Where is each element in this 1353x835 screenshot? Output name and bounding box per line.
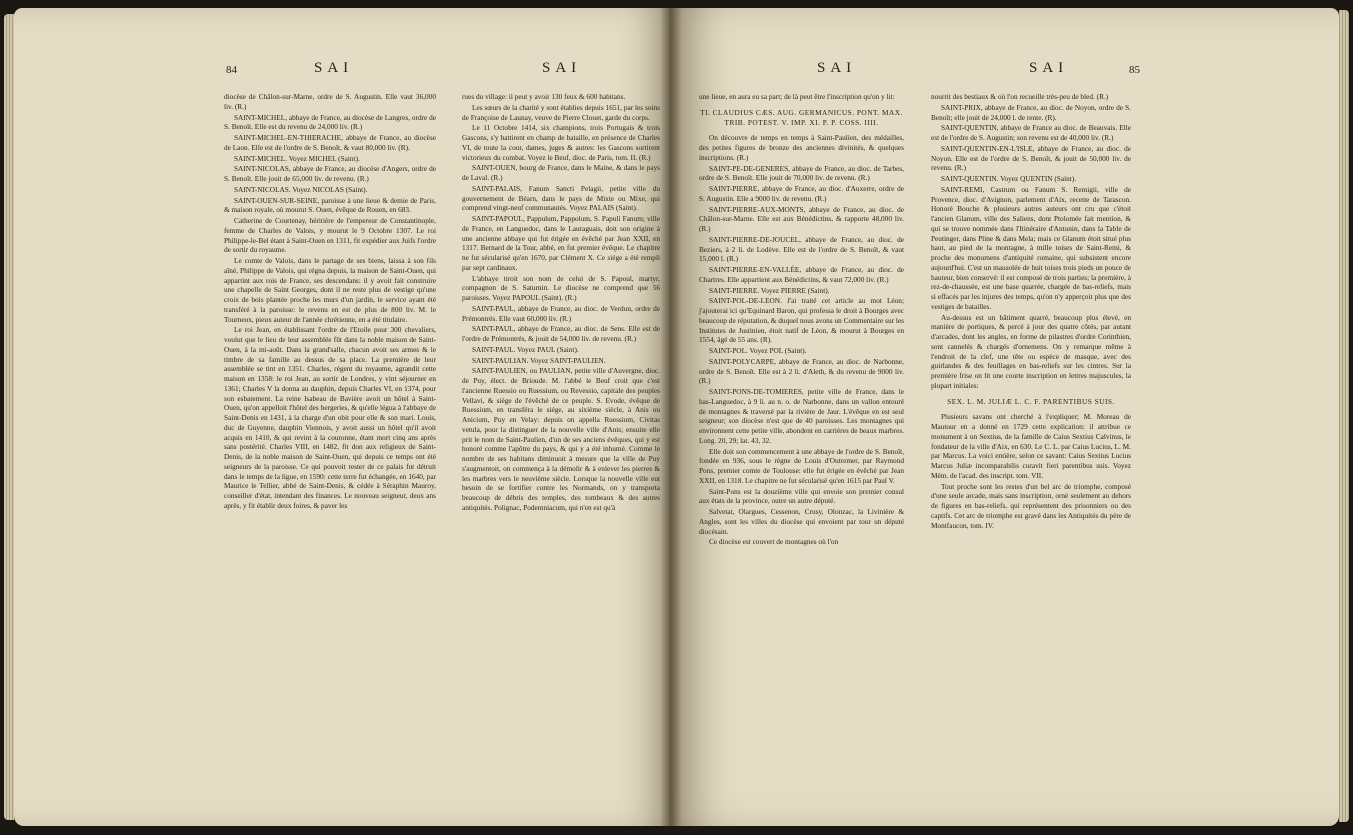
entry-paragraph: SAINT-PIERRE-AUX-MONTS, abbaye de France, au dioc. de Châlon-sur-Marne. Elle est aux Bénédictins, & rapporte 48,000 liv. (R.) (699, 204, 904, 233)
entry-paragraph: SAINT-PAULIAN. Voyez SAINT-PAULIEN. (472, 355, 606, 365)
entry-paragraph: SAINT-NICOLAS. Voyez NICOLAS (Saint). (234, 184, 368, 194)
right-page (669, 8, 1339, 826)
entry-paragraph: SAINT-OUEN, bourg de France, dans le Maine, & dans le pays de Laval. (R.) (462, 163, 660, 182)
paragraph: Au-dessus est un bâtiment quarré, beaucoup plus élevé, en manière de portiques, & percé à jour des quatre côtés, par autant d'arcades, dont les angles, en forme de pilastres d'ordre Corinthien, sont cannelés & chargés d'ornemens. On y remarque même à l'endroit de la clef, une tête ou espèce de masque, avec des guirlandes & des feuillages en bas-reliefs sur les cintres. Sur la première frise on lit une courte inscription en lettres majuscules, la plupart initiales: (931, 312, 1131, 390)
entry-paragraph: SAINT-PE-DE-GENERES, abbaye de France, au dioc. de Tarbes, ordre de S. Benoît. Elle jouit de 70,000 liv. de revenu. (R.) (699, 163, 904, 183)
paragraph: On découvre de temps en temps à Saint-Paulien, des médailles, des petites figures de bronze des anciennes divinités, & quelques inscriptions. (R.) (699, 133, 904, 162)
entry-paragraph: SAINT-PIERRE. Voyez PIERRE (Saint). (709, 285, 830, 295)
entry-paragraph: SAINT-PRIX, abbaye de France, au dioc. de Noyon, ordre de S. Benoît; elle jouit de 24,000 l. de rente. (R). (931, 102, 1131, 122)
inscription: SEX. L. M. JULIÆ L. C. F. PARENTIBUS SUIS. (947, 396, 1115, 406)
entry-paragraph: SAINT-PIERRE-DE-JOUCEL, abbaye de France, au dioc. de Beziers, à 2 li. de Lodève. Elle est de l'ordre de S. Benoît, & vaut 15,000 l. (R.) (699, 234, 904, 264)
book-gutter (660, 8, 682, 826)
paragraph: Le comte de Valois, dans le partage de ses biens, laissa à son fils aîné, Philippe de Valois, qui régna depuis, la maison de Saint-Ouen, qui appartint aux rois de France, ses descendans: il y avoit fait construire une chapelle de Saint Georges, dont il ne reste plus de vestige qu'une croix de bois plantée proche les murs d'un jardin, le service ayant été transféré à la paroisse: le revenu en est de plus de 800 liv. M. le Tourneux, pieux auteur de l'année chrétienne, en a été titulaire. (224, 256, 436, 324)
entry-paragraph: SAINT-POL. Voyez POL (Saint). (709, 346, 807, 355)
entry-paragraph: SAINT-QUENTIN, abbaye de France au dioc. de Beauvais. Elle est de l'ordre de S. Augustin; son revenu est de 40,000 liv. (R.) (931, 123, 1131, 142)
paragraph: Ce diocèse est couvert de montagnes où l'on (709, 537, 839, 547)
paragraph: Catherine de Courtenay, héritière de l'empereur de Constantinople, femme de Charles de Valois, y mourut le 9 Octobre 1307. Le roi Philippe-le-Bel étant à Saint-Ouen en 1311, fit expédier aux Juifs l'ordre de sortir du royaume. (224, 216, 436, 255)
paragraph: Elle doit son commencement à une abbaye de l'ordre de S. Benoît, fondée en 936, sous le règne de Louis d'Outremer, par Raymond Pons, premier comte de Toulouse: elle fut érigée en évêché par Jean XXII, en 1318. Le chapitre ne fut sécularisé qu'en 1615 par Paul V. (699, 446, 904, 485)
inscription: TI. CLAUDIUS CÆS. AUG. GERMANICUS. PONT. MAX. TRIB. POTEST. V. IMP. XI. P. P. COSS. IIII. (700, 107, 903, 127)
paragraph: rues du village: il peut y avoir 130 feux & 600 habitans. (462, 92, 626, 101)
entry-paragraph: SAINT-PIERRE-EN-VALLÉE, abbaye de France, au dioc. de Chartres. Elle appartient aux Bénédictins, & vaut 72,000 liv. (R.) (699, 265, 904, 284)
paragraph: L'abbaye tiroit son nom de celui de S. Papoul, martyr, compagnon de S. Saturnin. Le diocèse ne comprend que 56 paroisses. Voyez PAPOUL (Saint). (R.) (462, 273, 660, 302)
paragraph: Plusieurs savans ont cherché à l'expliquer; M. Moreau de Mautour en a donné en 1729 cette explication: il attribue ce monument à un Sextius, de la famille de Caius Sextius Calvinus, le fondateur de la ville d'Aix, en 630. Le C. L. par Caius Lucius, L. M. par Marcus. La voici entière, selon ce savant: Caius Sextius Lucius Marcus Juliæ incomparabilis curavit fieri parentibus suis. Voyez Mém. de l'acad. des inscript. tom. VII. (931, 412, 1131, 480)
entry-paragraph: SAINT-PAUL, abbaye de France, au dioc. de Sens. Elle est de l'ordre de Prémontrés, & jouit de 54,000 liv. de revenu. (R.) (462, 324, 660, 343)
text-column-1 (699, 92, 904, 548)
entry-paragraph: SAINT-QUENTIN-EN-L'ISLE, abbaye de France, au dioc. de Noyon. Elle est de l'ordre de S. Benoît, & jouit de 50,000 liv. de revenu. (R.) (931, 143, 1131, 173)
left-page (14, 8, 669, 826)
entry-paragraph: SAINT-PAPOUL, Pappulum, Pappolum, S. Papuli Fanum; ville de France, en Languedoc, dans le Lauraguais, doit son origine à une ancienne abbaye qui fut érigée en évêché par Jean XXII, en 1317. Bernard de la Tour, abbé, en fut premier évêque. Le chapitre ne fut sécularisé qu'en 1670, par Clément X. Ce siége a été rempli par sept cardinaux. (462, 214, 660, 272)
paragraph: nourrit des bestiaux & où l'on recueille très-peu de bled. (R.) (931, 92, 1109, 101)
entry-paragraph: SAINT-PAULIEN, ou PAULIAN, petite ville d'Auvergne, dioc. de Puy, élect. de Brioude. M. l'abbé le Beuf croit que c'est l'ancienne Ruessio ou Ruessium, ou Revessio, capitale des peuples Vellavi, & siége de l'évêché de ce peuple. S. Evode, évêque de Ruessium, en transféra le siége, au sixième siècle, à Anis ou Anicium, Puy en Velay: depuis on appella Ruessium, Civitas vetula, pour la distinguer de la nouvelle ville d'Anis; ensuite elle prit le nom de Saint-Paulien, d'un de ses anciens évêques, qui y est honoré comme l'apôtre du pays, & qui y a été inhumé. Comme le nombre de ses habitans diminuoit à mesure que la ville de Puy s'augmentoit, on commença à la démolir & à enlever les pierres & les marbres vers le neuvième siècle. Lorsque la nouvelle ville eut besoin de se fortifier contre les Normands, on y transporta beaucoup de débris des temples, des tombeaux & des autres antiquités. Polignac, Podemniacum, qui n'en est qu'à (462, 366, 660, 512)
paragraph: une lieue, en aura eu sa part; de là peut être l'inscription qu'on y lit: (699, 92, 895, 101)
running-head-col2: SAI (1029, 60, 1069, 76)
entry-paragraph: SAINT-REMI, Castrum ou Fanum S. Remigii, ville de Provence, dioc. d'Avignon, parlement d'Aix, recette de Tarascon. Honoré Bouche & plusieurs autres auteurs ont cru que c'étoit l'ancien Glanum, ville des Saliens, dont Ptolomée fait mention, & qui se trouve nommée dans l'Itinéraire d'Antonin, dans la Table de Peutinger, dans Pline & dans Mela; mais ce Glanum étoit situé plus haut, au pied de la montagne, à mille toises de Saint-Remi, & proche des monumens d'antiquité romaine, qui subsistent encore aujourd'hui. C'est un mausolée de huit toises trois pieds un pouce de hauteur, bien conservé: il est composé de trois parties; la première, à rez-de-chaussée, est une base quarrée, chargée de bas-reliefs, mais si effacés par les injures des temps, qu'on n'y apperçoit plus que des vestiges de batailles. (931, 184, 1131, 311)
entry-paragraph: SAINT-MICHEL. Voyez MICHEL (Saint). (234, 153, 360, 163)
text-column-1 (224, 92, 436, 512)
running-head-col2: SAI (542, 60, 582, 76)
entry-paragraph: SAINT-OUEN-SUR-SEINE, paroisse à une lieue & demie de Paris, & maison royale, où mourut S. Ouen, évêque de Rouen, en 683. (224, 195, 436, 215)
entry-paragraph: SAINT-POL-DE-LEON. J'ai traité cet article au mot Léon; j'ajouterai ici qu'Equinard Baron, qui professa le droit à Bourges avec beaucoup de réputation, & duquel nous avons un Commentaire sur les Institutes de Justinien, étoit natif de Léon, & mourut à Bourges en 1554, âgé de 55 ans. (R). (699, 296, 904, 345)
paragraph: Tout proche sont les restes d'un bel arc de triomphe, composé d'une seule arcade, mais sans inscription, orné seulement au dehors de figures en bas-reliefs, qui représentent des prisonniers ou des captifs. Cet arc de triomphe est gravé dans les Antiquités du père de Montfaucon, tom. IV. (931, 481, 1131, 530)
page-number: 84 (226, 64, 237, 76)
left-page-edges (4, 14, 14, 820)
running-head: SAI (817, 60, 857, 76)
paragraph: Le 11 Octobre 1414, six champions, trois Portugais & trois Gascons, s'y battirent en champ de bataille, en présence de Charles VI, de toute la cour, dames, juges & autres: les Gascons sortirent victorieux du combat. Voyez le Beuf, dioc. de Paris, tom. II. (R.) (462, 123, 660, 162)
entry-paragraph: SAINT-PAUL. Voyez PAUL (Saint). (472, 344, 579, 354)
running-head: SAI (314, 60, 354, 76)
entry-paragraph: SAINT-PALAIS, Fanum Sancti Pelagii, petite ville du gouvernement de Béarn, dans le pays de Mixte ou Mixe, qui comprend vingt-neuf communautés. Voyez PALAIS (Saint). (462, 183, 660, 213)
entry-paragraph: SAINT-POLYCARPE, abbaye de France, au dioc. de Narbonne, ordre de S. Benoît. Elle est à 2 li. d'Aleth, & du revenu de 9000 liv. (R.) (699, 356, 904, 386)
text-column-2 (462, 92, 660, 514)
entry-paragraph: SAINT-MICHEL-EN-THIERACHE, abbaye de France, au diocèse de Laon. Elle est de l'ordre de S. Benoît, & vaut 80,000 liv. (R). (224, 133, 436, 152)
entry-paragraph: SAINT-PONS-DE-TOMIERES, petite ville de France, dans le bas-Languedoc, à 9 li. au n. o. de Narbonne, dans un vallon entouré de montagnes & traversé par la rivière de Jaur. L'évêque en est seul seigneur; son diocèse n'est que de 40 paroisses. Les montagnes qui environnent cette petite ville, abondent en carrières de beaux marbres. Long. 20, 29; lat. 43, 32. (699, 387, 904, 445)
paragraph: Les sœurs de la charité y sont établies depuis 1651, par les soins de Françoise de Launay, veuve de Pierre Clouet, garde du corps. (462, 102, 660, 122)
entry-paragraph: SAINT-MICHEL, abbaye de France, au diocèse de Langres, ordre de S. Benoît. Elle est du revenu de 24,000 liv. (R.) (224, 112, 436, 132)
page-number: 85 (1129, 64, 1140, 76)
paragraph: Saint-Pons est la douzième ville qui envoie son premier consul aux états de la province, outre un autre député. (699, 486, 904, 506)
text-column-2 (931, 92, 1131, 531)
paragraph: diocèse de Châlon-sur-Marne, ordre de S. Augustin. Elle vaut 36,000 liv. (R.) (224, 92, 436, 111)
entry-paragraph: SAINT-PIERRE, abbaye de France, au dioc. d'Auxerre, ordre de S. Augustin. Elle a 9000 liv. de revenu. (R.) (699, 184, 904, 203)
right-page-edges (1339, 10, 1349, 822)
paragraph: Salvetat, Olargues, Cessenon, Crusy, Olonzac, la Livinière & Angles, sont les villes du diocèse qui envoient par tour un député diocésain. (699, 507, 904, 536)
paragraph: Le roi Jean, en établissant l'ordre de l'Etoile pour 300 chevaliers, voulut que le lieu de leur assemblée fût dans la noble maison de Saint-Ouen, à la mi-août. Dans la grand'salle, chacun avoit ses armes & le timbre de sa famille au dessus de sa place. La première de leur assemblée se tint en 1351. Charles, régent du royaume, agrandit cette maison en 1358: le roi Jean, au sortir de Londres, y vint séjourner en 1361; Charles V la donna au dauphin, depuis Charles VI, en 1374, pour son esbatement. La reine Isabeau de Bavière avoit un hôtel à Saint-Ouen, qu'on appelloit l'hôtel des bergeries, & qu'elle légua à l'abbaye de Saint-Denis en 1431, à la charge d'un obit pour elle & son mari. Louis, duc de Guyenne, dauphin Viennois, y avoit aussi un hôtel qu'il avoit acquis en 1410, & qui revint à la couronne, étant mort cinq ans après sans postérité. Charles VIII, en 1482, fit don aux religieux de Saint-Denis, de la noble maison de Saint-Ouen, qui depuis ce temps ont été seigneurs de la paroisse. Ce qui pouvoit rester de ce palais fut détruit dans le temps de la ligue, en 1590: cette terre fut échangée, en 1640, par Maurice le Tellier, abbé de Saint-Denis, & cédée à Séraphin Mauroy, conseiller d'état, intendant des finances. Le nouveau seigneur, deux ans après, y fit établir deux foires, & paver les (224, 325, 436, 510)
entry-paragraph: SAINT-QUENTIN. Voyez QUENTIN (Saint). (941, 174, 1077, 183)
entry-paragraph: SAINT-NICOLAS, abbaye de France, au diocèse d'Angers, ordre de S. Benoît. Elle jouit de 65,000 liv. de revenu. (R.) (224, 164, 436, 183)
entry-paragraph: SAINT-PAUL, abbaye de France, au dioc. de Verdun, ordre de Prémontrés. Elle vaut 60,000 liv. (R.) (462, 303, 660, 323)
